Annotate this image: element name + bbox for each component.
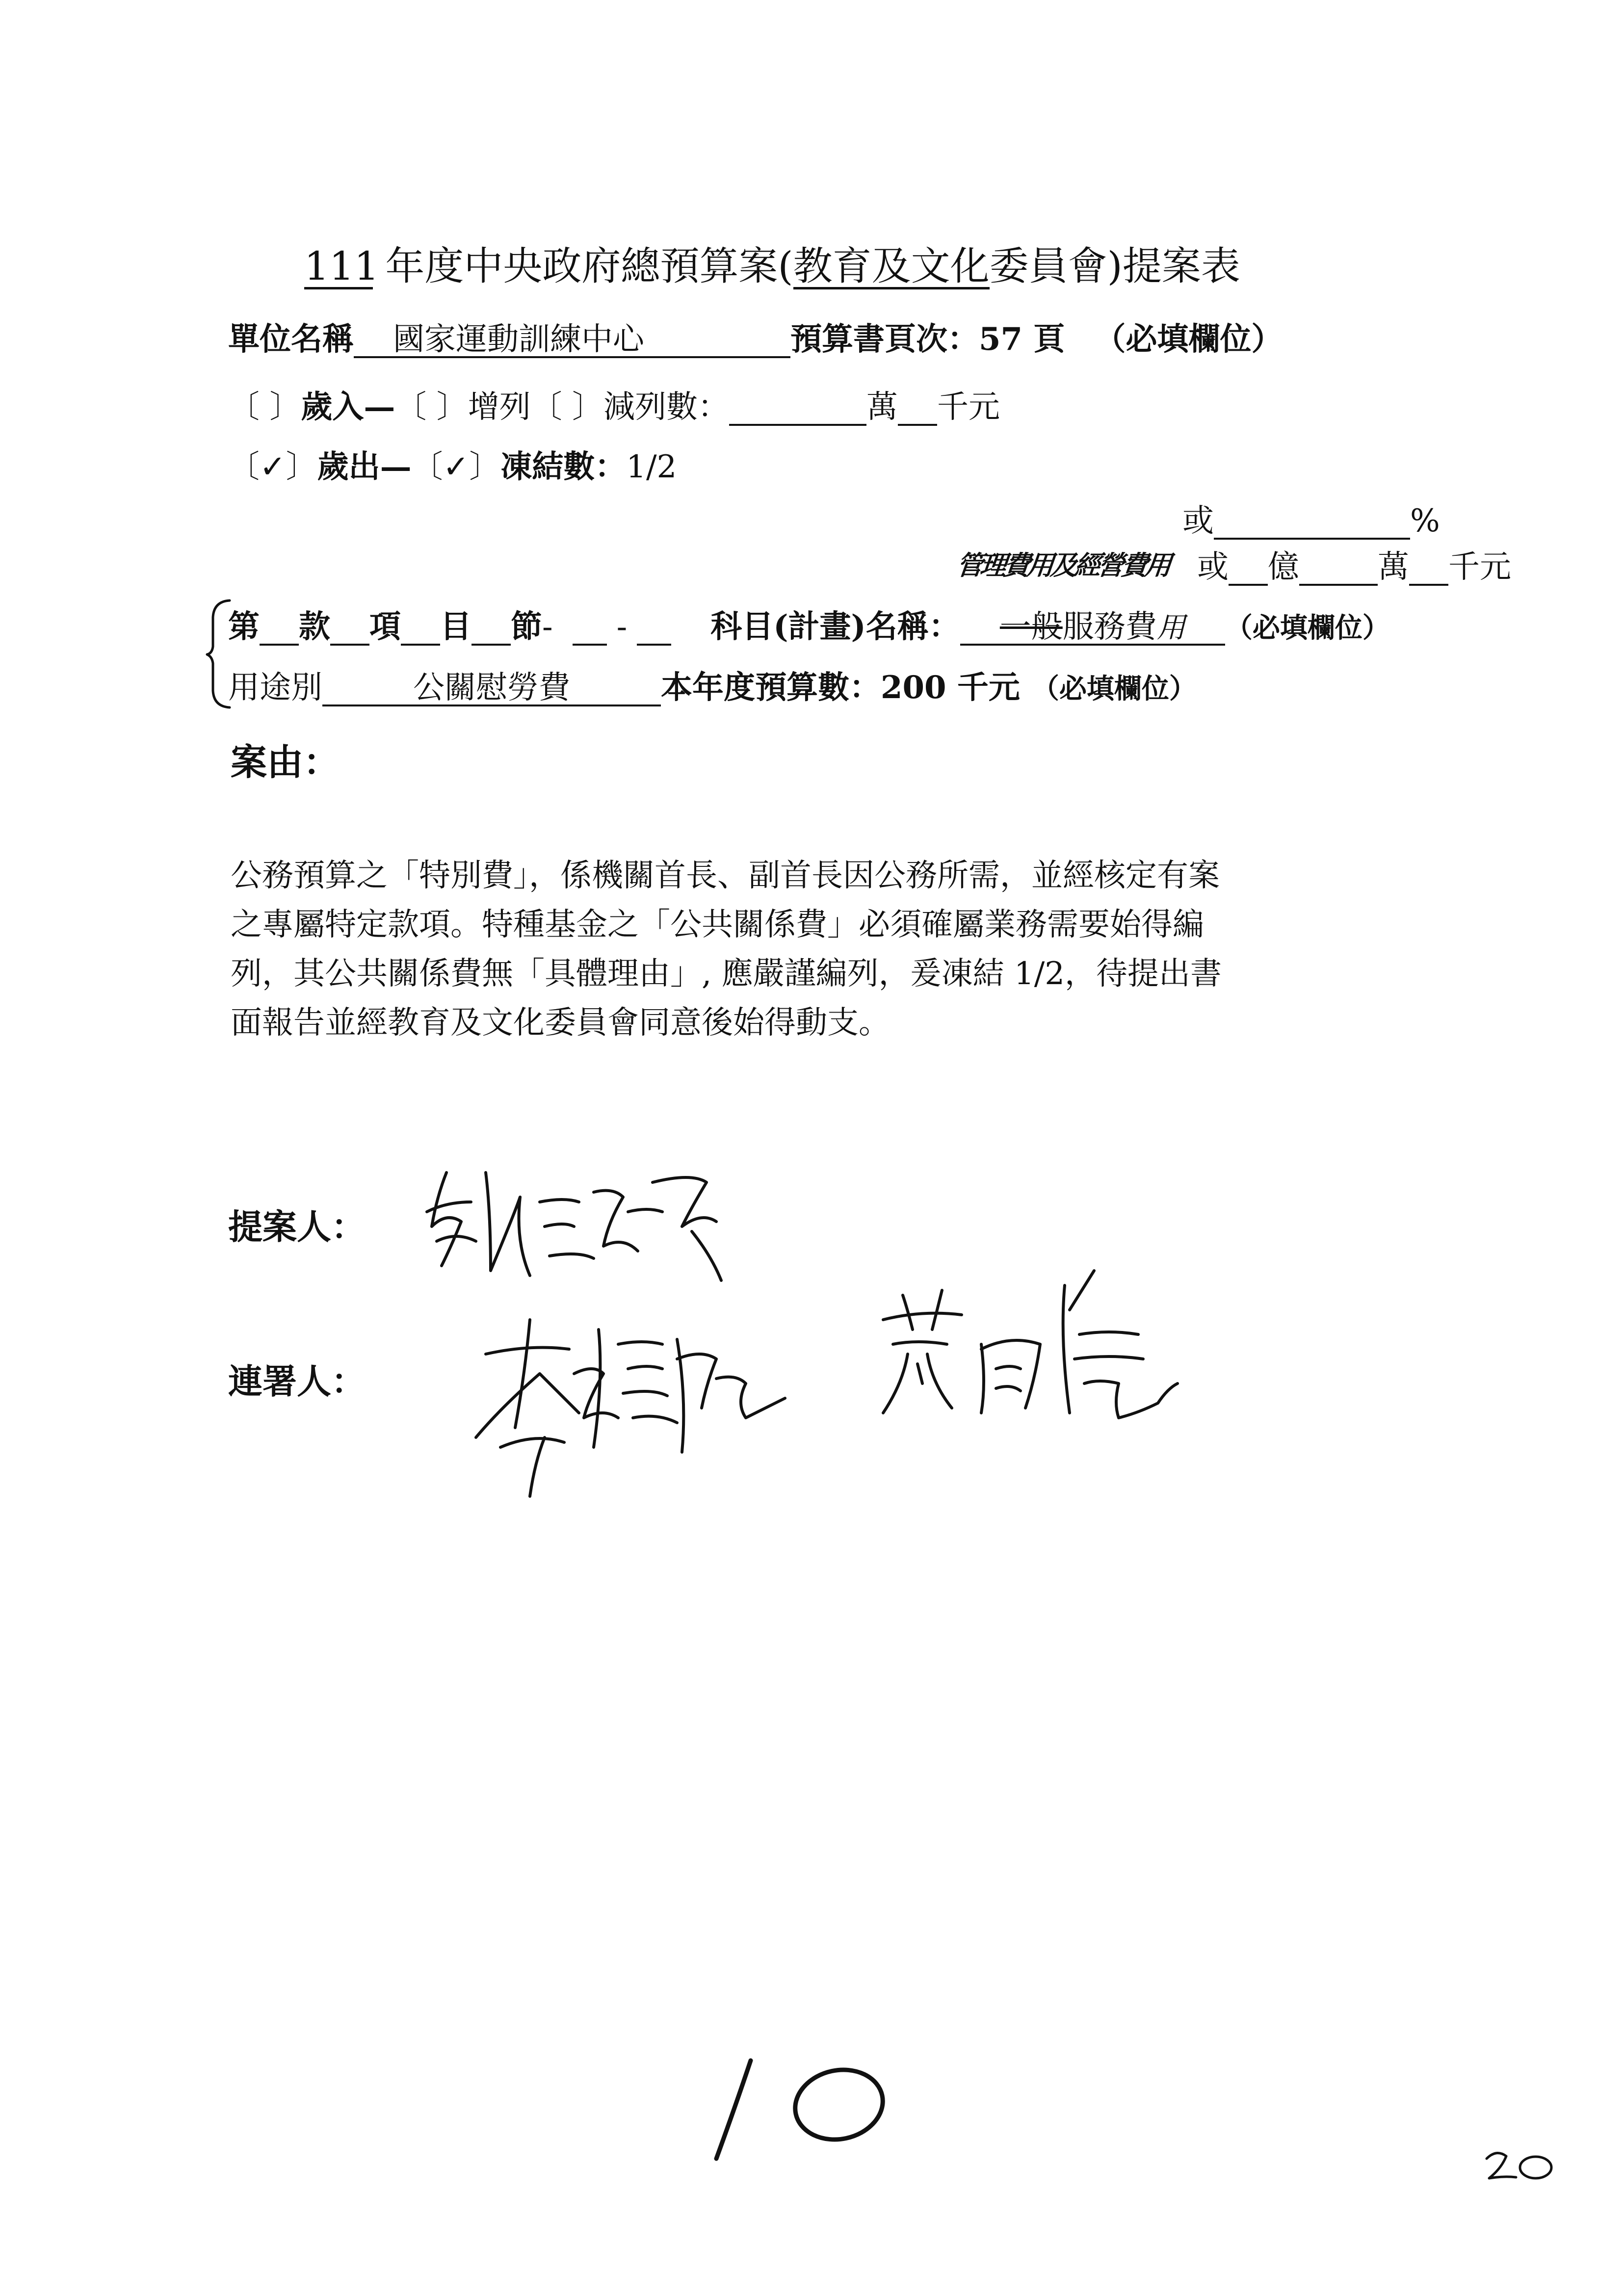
mu-label: 目 [440,608,471,645]
revenue-row [228,382,1000,427]
subject-required: （必填欄位） [1225,612,1390,644]
kuan-label: 款 [299,608,330,645]
reason-line: 列，其公共關係費無「具體理由」, 應嚴謹編列，爰凍結 1/2，待提出書 [231,956,1222,992]
cosigner-signature-1 [471,1300,805,1506]
or-label-2: 或 [1197,549,1229,585]
document-title [304,235,1240,291]
or-label: 或 [1182,503,1214,539]
exp-box-right: 〕 [286,449,317,485]
freeze-label: 凍結數： [500,448,627,485]
revenue-box: 〔 〕 [228,389,301,425]
decrease-amount-blank [729,391,866,426]
usage-label: 用途別 [228,670,322,706]
unit-row [228,314,1283,359]
qian-unit-2: 千元 [1448,549,1511,585]
jie-blank [471,611,511,646]
subject-value-text: 服務費 [1062,609,1157,645]
proposer-signature [417,1153,751,1290]
title-part-a: 年度中央政府總預算案( [373,243,793,289]
percent-row [1182,496,1440,541]
amount-row [1197,542,1511,587]
proposer-label: 提案人： [228,1206,366,1247]
mu-blank [401,611,440,646]
kuan-blank [260,611,299,646]
decrease-label: 減列數： [603,389,730,425]
reason-label: 案由： [231,741,340,783]
reason-line: 面報告並經教育及文化委員會同意後始得動支。 [231,1005,890,1041]
qian-blank-2 [1409,551,1448,586]
handwritten-corner-number [1482,2144,1560,2188]
xiang-label: 項 [369,608,401,645]
exp-check-icon: ✓ [260,449,286,485]
budget-amount: 本年度預算數：200 千元 [661,669,1020,706]
unit-label: 單位名稱 [228,321,354,358]
cosigner-label: 連署人： [228,1361,366,1402]
wan-unit-2: 萬 [1378,549,1409,585]
subject-struck: 一般 [999,609,1063,645]
decrease-box: 〔 〕 [530,389,604,425]
xiang-blank [330,611,369,646]
dash-2: - [616,609,628,645]
reason-line: 公務預算之「特別費」，係機關首長、副首長因公務所需，並經核定有案 [231,858,1220,894]
revenue-label: 歲入— [301,389,395,425]
subject-row [228,601,1390,647]
expenditure-row [228,442,677,487]
budget-page: 預算書頁次：57 頁 [790,321,1065,358]
usage-value: 公關慰勞費 [322,672,661,706]
dash-1: - [542,609,553,645]
title-year: 111 [304,243,379,289]
cosigner-signature-2 [864,1266,1187,1428]
freeze-value: 1/2 [626,449,677,485]
reason-body [231,851,1222,1047]
exp-box-left: 〔 [228,449,260,485]
qian-unit: 千元 [937,389,1000,425]
budget-required: （必填欄位） [1031,673,1197,705]
percent-sign: % [1410,503,1440,539]
handwritten-page-number [697,2046,903,2173]
qian-blank [898,391,937,426]
exp-label: 歲出— [317,448,412,485]
code-blank-2 [637,611,671,646]
title-committee: 教育及文化 [793,243,990,289]
freeze-box-right: 〕 [469,449,501,485]
increase-box: 〔 〕 [395,389,468,425]
jie-label: 節 [511,608,542,645]
code-blank-1 [573,611,607,646]
yi-unit: 億 [1268,549,1299,585]
di-label: 第 [228,608,260,645]
usage-row [228,662,1197,707]
subject-label: 科目(計畫)名稱： [710,608,960,645]
percent-blank [1214,505,1410,540]
title-part-b: 委員會)提案表 [989,243,1240,289]
reason-line: 之專屬特定款項。特種基金之「公共關係費」必須確屬業務需要始得編 [231,907,1204,943]
freeze-box-left: 〔 [411,449,443,485]
unit-value: 國家運動訓練中心 [354,323,790,358]
subject-hand-insert: 用 [1156,611,1185,644]
wan-blank [1299,551,1378,586]
handwritten-note: 管理費用及經營費用 [955,549,1170,581]
subject-value [960,611,1225,646]
yi-blank [1229,551,1268,586]
wan-unit: 萬 [866,389,898,425]
increase-label: 增列 [468,389,531,425]
required-note: （必填欄位） [1094,321,1283,358]
freeze-check-icon: ✓ [443,449,470,485]
